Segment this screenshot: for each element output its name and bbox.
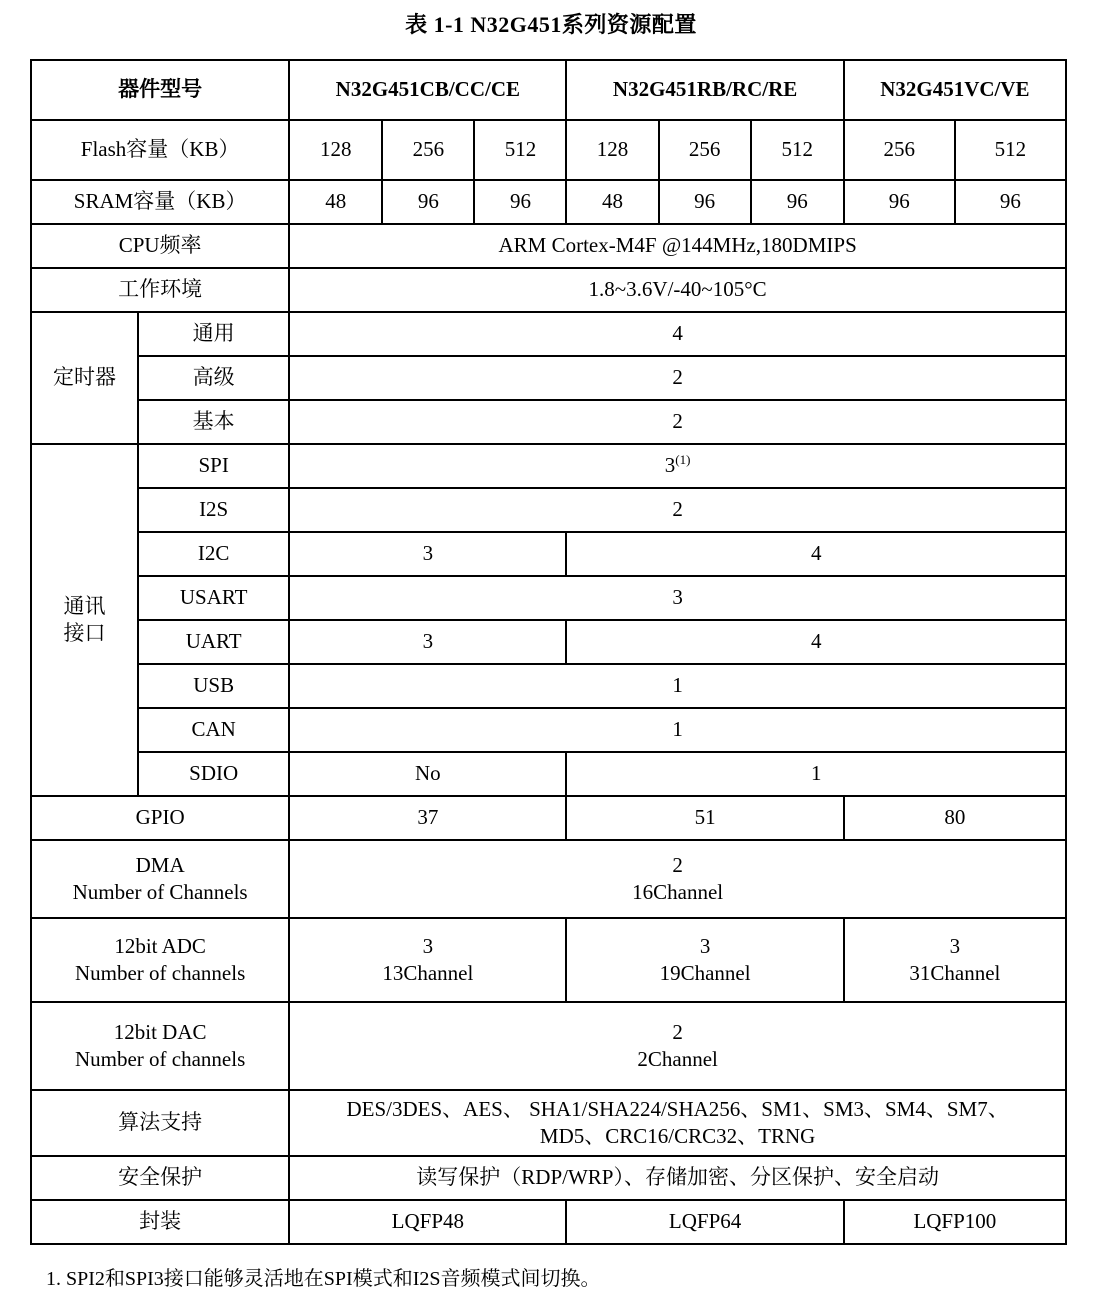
timer-advanced-value: 2	[289, 356, 1066, 400]
security-value: 读写保护（RDP/WRP）、存储加密、分区保护、安全启动	[289, 1156, 1066, 1200]
adc-value-line2: 13Channel	[382, 961, 474, 985]
table-row	[31, 444, 1066, 488]
algo-value-line1: DES/3DES、AES、 SHA1/SHA224/SHA256、SM1、SM3、SM4、SM7、	[346, 1096, 1009, 1121]
table-row	[31, 1002, 1066, 1090]
usart-value: 3	[289, 576, 1066, 620]
sdio-label: SDIO	[138, 752, 289, 796]
adc-value-r	[566, 918, 843, 1002]
flash-value: 128	[289, 120, 382, 180]
spi-footnote-ref: (1)	[675, 452, 691, 468]
table-row	[31, 268, 1066, 312]
can-label: CAN	[138, 708, 289, 752]
flash-value: 512	[955, 120, 1066, 180]
table-row	[31, 620, 1066, 664]
flash-value: 256	[382, 120, 474, 180]
adc-value-line1: 3	[422, 933, 434, 958]
table-row	[31, 708, 1066, 752]
sdio-value-c: No	[289, 752, 566, 796]
usb-value: 1	[289, 664, 1066, 708]
gpio-value-v: 80	[844, 796, 1066, 840]
table-row	[31, 576, 1066, 620]
sram-value: 96	[751, 180, 844, 224]
sram-value: 48	[289, 180, 382, 224]
flash-value: 512	[751, 120, 844, 180]
dac-value-line2: 2Channel	[637, 1047, 718, 1071]
uart-label: UART	[138, 620, 289, 664]
cpu-value: ARM Cortex-M4F @144MHz,180DMIPS	[289, 224, 1066, 268]
package-value-c: LQFP48	[289, 1200, 566, 1244]
sram-value: 96	[382, 180, 474, 224]
table-row	[31, 488, 1066, 532]
table-row	[31, 1156, 1066, 1200]
dac-label-line2: Number of channels	[74, 1047, 246, 1071]
adc-label-line2: Number of channels	[74, 961, 246, 985]
spi-label: SPI	[138, 444, 289, 488]
timer-basic-value: 2	[289, 400, 1066, 444]
table-row	[31, 180, 1066, 224]
table-row	[31, 796, 1066, 840]
table-row	[31, 1200, 1066, 1244]
flash-value: 256	[659, 120, 751, 180]
package-label: 封装	[31, 1200, 289, 1244]
sram-label: SRAM容量（KB）	[31, 180, 289, 224]
dma-value-line2: 16Channel	[632, 880, 724, 904]
i2s-label: I2S	[138, 488, 289, 532]
timer-general-value: 4	[289, 312, 1066, 356]
sram-value: 96	[659, 180, 751, 224]
timer-group-label: 定时器	[31, 312, 138, 444]
flash-label: Flash容量（KB）	[31, 120, 289, 180]
dma-value	[289, 840, 1066, 918]
table-row	[31, 400, 1066, 444]
uart-value-rv: 4	[566, 620, 1066, 664]
table-header-row	[31, 60, 1066, 120]
table-caption: 表 1-1 N32G451系列资源配置	[405, 12, 697, 37]
adc-label	[31, 918, 289, 1002]
cpu-label: CPU频率	[31, 224, 289, 268]
spi-value	[289, 444, 1066, 488]
dac-label	[31, 1002, 289, 1090]
algo-value-line2: MD5、CRC16/CRC32、TRNG	[539, 1124, 816, 1148]
flash-value: 256	[844, 120, 955, 180]
adc-value-c	[289, 918, 566, 1002]
gpio-label: GPIO	[31, 796, 289, 840]
table-row	[31, 1090, 1066, 1156]
dma-value-line1: 2	[672, 852, 683, 877]
header-model-r: N32G451RB/RC/RE	[566, 60, 843, 120]
dma-label	[31, 840, 289, 918]
timer-general-label: 通用	[138, 312, 289, 356]
env-label: 工作环境	[31, 268, 289, 312]
sram-value: 96	[844, 180, 955, 224]
package-value-v: LQFP100	[844, 1200, 1066, 1244]
dma-label-line1: DMA	[135, 852, 185, 877]
table-row	[31, 664, 1066, 708]
flash-value: 128	[566, 120, 658, 180]
comm-group-label-line1: 通讯	[63, 593, 106, 618]
table-row	[31, 312, 1066, 356]
gpio-value-c: 37	[289, 796, 566, 840]
usb-label: USB	[138, 664, 289, 708]
adc-value-line2: 31Channel	[909, 961, 1001, 985]
dac-value-line1: 2	[672, 1019, 683, 1044]
header-model-v: N32G451VC/VE	[844, 60, 1066, 120]
table-row	[31, 918, 1066, 1002]
uart-value-c: 3	[289, 620, 566, 664]
sram-value: 96	[474, 180, 566, 224]
table-row	[31, 532, 1066, 576]
comm-group-label	[31, 444, 138, 796]
adc-value-line2: 19Channel	[659, 961, 751, 985]
algo-value	[289, 1090, 1066, 1156]
usart-label: USART	[138, 576, 289, 620]
table-row	[31, 120, 1066, 180]
adc-label-line1: 12bit ADC	[114, 933, 206, 958]
header-model-c: N32G451CB/CC/CE	[289, 60, 566, 120]
table-row	[31, 752, 1066, 796]
algo-label: 算法支持	[31, 1090, 289, 1156]
table-row	[31, 224, 1066, 268]
table-row	[31, 840, 1066, 918]
resource-table	[30, 59, 1067, 1245]
security-label: 安全保护	[31, 1156, 289, 1200]
dac-label-line1: 12bit DAC	[113, 1019, 207, 1044]
sdio-value-rv: 1	[566, 752, 1066, 796]
adc-value-line1: 3	[949, 933, 961, 958]
sram-value: 96	[955, 180, 1066, 224]
header-label: 器件型号	[31, 60, 289, 120]
flash-value: 512	[474, 120, 566, 180]
comm-group-label-line2: 接口	[63, 621, 106, 645]
timer-advanced-label: 高级	[138, 356, 289, 400]
adc-value-v	[844, 918, 1066, 1002]
sram-value: 48	[566, 180, 658, 224]
table-row	[31, 356, 1066, 400]
dac-value	[289, 1002, 1066, 1090]
adc-value-line1: 3	[699, 933, 711, 958]
i2c-label: I2C	[138, 532, 289, 576]
i2c-value-rv: 4	[566, 532, 1066, 576]
env-value: 1.8~3.6V/-40~105°C	[289, 268, 1066, 312]
gpio-value-r: 51	[566, 796, 843, 840]
i2c-value-c: 3	[289, 532, 566, 576]
timer-basic-label: 基本	[138, 400, 289, 444]
footnote: 1. SPI2和SPI3接口能够灵活地在SPI模式和I2S音频模式间切换。	[46, 1268, 601, 1290]
package-value-r: LQFP64	[566, 1200, 843, 1244]
dma-label-line2: Number of Channels	[72, 880, 248, 904]
can-value: 1	[289, 708, 1066, 752]
i2s-value: 2	[289, 488, 1066, 532]
spi-count: 3	[664, 453, 676, 478]
